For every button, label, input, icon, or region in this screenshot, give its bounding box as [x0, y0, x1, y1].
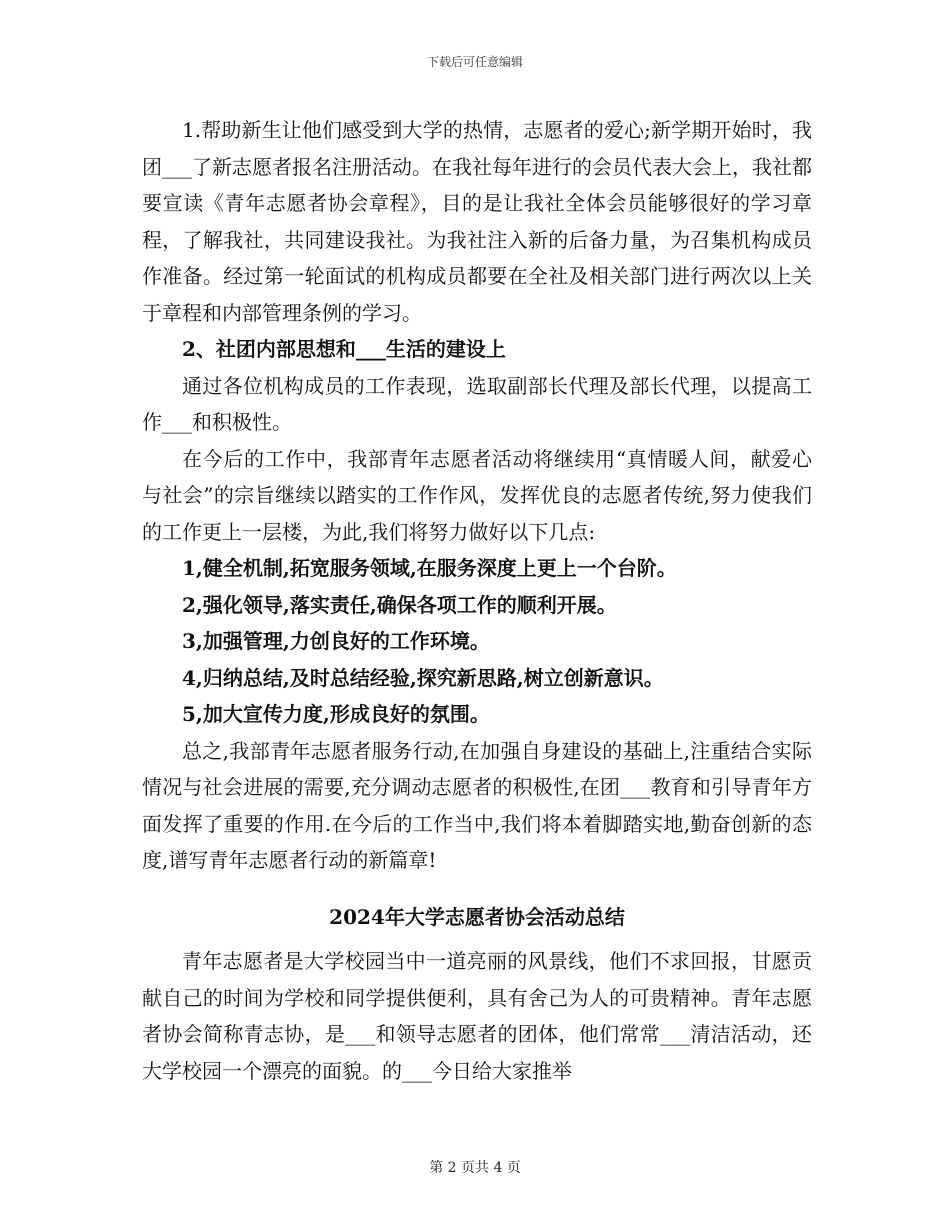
- document-body: [142, 112, 812, 1089]
- subheading-2: 2、社团内部思想和___生活的建设上: [182, 337, 506, 361]
- closing-paragraph: 总之,我部青年志愿者服务行动,在加强自身建设的基础上,注重结合实际情况与社会进展的需要,充分调动志愿者的积极性,在团___教育和引导青年方面发挥了重要的作用.在今后的工作当中,我们将本着脚踏实地,勤奋创新的态度,谱写青年志愿者行动的新篇章!: [142, 738, 812, 872]
- paragraph-4: 在今后的工作中，我部青年志愿者活动将继续用“真情暖人间，献爱心与社会”的宗旨继续以踏实的工作作风，发挥优良的志愿者传统,努力使我们的工作更上一层楼，为此,我们将努力做好以下几点:: [142, 446, 812, 544]
- page-header: 下载后可任意编辑: [426, 55, 523, 69]
- page-footer: 第 2 页共 4 页: [429, 1160, 521, 1176]
- paragraph-3: 通过各位机构成员的工作表现，选取副部长代理及部长代理，以提高工作___和积极性。: [142, 373, 812, 434]
- list-item-4: 4,归纳总结,及时总结经验,探究新思路,树立创新意识。: [182, 665, 664, 690]
- list-item-1: 1,健全机制,拓宽服务领域,在服务深度上更上一个台阶。: [182, 556, 677, 580]
- section-title: 2024年大学志愿者协会活动总结: [329, 904, 625, 929]
- list-item-2: 2,强化领导,落实责任,确保各项工作的顺利开展。: [182, 592, 617, 617]
- list-item-3: 3,加强管理,力创良好的工作环境。: [182, 629, 490, 653]
- section-paragraph: 青年志愿者是大学校园当中一道亮丽的风景线，他们不求回报，甘愿贡献自己的时间为学校和同学提供便利，具有舍己为人的可贵精神。青年志愿者协会简称青志协，是___和领导志愿者的团体，他们常常___清洁活动，还大学校园一个漂亮的面貌。的___今日给大家推举: [142, 949, 812, 1083]
- paragraph-1: 1.帮助新生让他们感受到大学的热情，志愿者的爱心;新学期开始时，我团___了新志愿者报名注册活动。在我社每年进行的会员代表大会上，我社都要宣读《青年志愿者协会章程》，目的是让我社全体会员能够很好的学习章程，了解我社，共同建设我社。为我社注入新的后备力量，为召集机构成员作准备。经过第一轮面试的机构成员都要在全社及相关部门进行两次以上关于章程和内部管理条例的学习。: [142, 118, 812, 325]
- list-item-5: 5,加大宣传力度,形成良好的氛围。: [182, 702, 490, 726]
